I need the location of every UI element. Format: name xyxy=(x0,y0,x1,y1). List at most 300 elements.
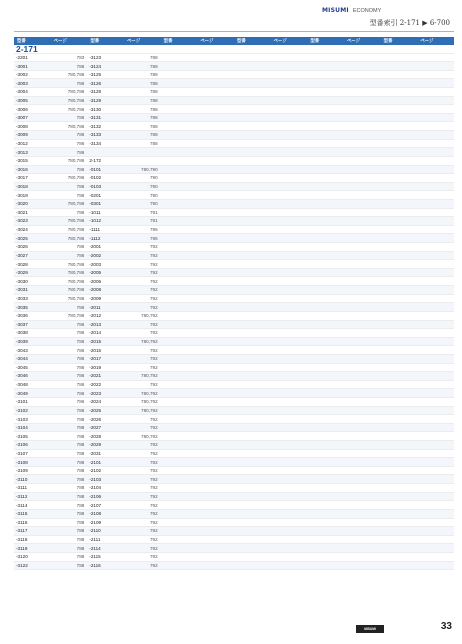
part-number: -3045 xyxy=(16,364,28,370)
table-row xyxy=(307,389,380,398)
table-row xyxy=(87,415,160,424)
table-row xyxy=(161,484,234,493)
table-row xyxy=(381,510,454,519)
part-number: -3009 xyxy=(16,132,28,138)
table-row xyxy=(307,166,380,175)
table-row xyxy=(234,346,307,355)
page-reference: 786 xyxy=(76,192,85,198)
table-row xyxy=(307,114,380,123)
table-row xyxy=(87,484,160,493)
page-reference: 792 xyxy=(149,519,158,525)
page-reference: 780,790 xyxy=(141,166,158,172)
table-row xyxy=(14,355,87,364)
table-row xyxy=(87,71,160,80)
table-row xyxy=(234,527,307,536)
table-row xyxy=(234,217,307,226)
table-row xyxy=(14,501,87,510)
page-reference: 788 xyxy=(149,63,158,69)
table-row xyxy=(307,536,380,545)
table-row xyxy=(87,269,160,278)
table-row xyxy=(87,312,160,321)
table-row xyxy=(381,407,454,416)
table-row xyxy=(87,252,160,261)
table-row xyxy=(381,157,454,166)
table-row xyxy=(14,88,87,97)
column-header-label: 型番 xyxy=(310,38,320,43)
page-reference: 786 xyxy=(76,209,85,215)
table-row xyxy=(14,243,87,252)
table-row xyxy=(87,553,160,562)
column-header-label: ページ xyxy=(200,38,214,43)
table-row xyxy=(307,493,380,502)
page-reference: 788 xyxy=(149,80,158,86)
table-row xyxy=(381,286,454,295)
table-row xyxy=(307,303,380,312)
page-reference: 788 xyxy=(76,425,85,431)
table-row xyxy=(234,389,307,398)
table-row xyxy=(307,398,380,407)
table-row xyxy=(234,243,307,252)
table-row xyxy=(14,527,87,536)
part-number: -3035 xyxy=(16,304,28,310)
table-row xyxy=(161,355,234,364)
table-row xyxy=(14,286,87,295)
page-reference: 792 xyxy=(149,562,158,568)
table-row xyxy=(234,183,307,192)
table-row xyxy=(234,338,307,347)
table-row xyxy=(87,286,160,295)
page-reference: 788 xyxy=(149,54,158,60)
part-number: -3013 xyxy=(16,149,28,155)
part-number: -3006 xyxy=(16,106,28,112)
page-reference: 786 xyxy=(76,339,85,345)
page-reference: 795 xyxy=(149,227,158,233)
page-reference: 790 xyxy=(149,201,158,207)
index-table xyxy=(14,37,454,570)
table-row xyxy=(381,527,454,536)
table-row xyxy=(87,217,160,226)
table-row xyxy=(87,54,160,63)
table-row xyxy=(87,209,160,218)
table-row xyxy=(87,536,160,545)
table-row xyxy=(307,243,380,252)
column-header-label: ページ xyxy=(127,38,141,43)
table-row xyxy=(381,148,454,157)
series-heading xyxy=(161,45,234,54)
table-row xyxy=(307,338,380,347)
part-number: -2116 xyxy=(89,562,101,568)
table-row xyxy=(234,88,307,97)
part-number: -3049 xyxy=(16,390,28,396)
part-number: -2028 xyxy=(89,433,102,439)
table-row xyxy=(307,54,380,63)
table-row xyxy=(14,424,87,433)
table-row xyxy=(234,458,307,467)
table-row xyxy=(381,140,454,149)
table-row xyxy=(14,562,87,571)
table-row xyxy=(14,174,87,183)
part-number: -2027 xyxy=(89,425,102,431)
table-row xyxy=(161,364,234,373)
page-reference: 788 xyxy=(149,115,158,121)
table-row xyxy=(161,71,234,80)
table-row xyxy=(381,303,454,312)
table-row xyxy=(234,475,307,484)
table-row xyxy=(307,269,380,278)
table-row xyxy=(14,226,87,235)
page-reference: 788 xyxy=(76,433,85,439)
part-number: 2-172 xyxy=(89,158,102,164)
table-row xyxy=(14,252,87,261)
table-row xyxy=(14,338,87,347)
part-number: -3124 xyxy=(89,63,102,69)
table-row xyxy=(307,450,380,459)
page-reference: 788 xyxy=(76,459,85,465)
table-row xyxy=(14,467,87,476)
table-row xyxy=(14,79,87,88)
table-row xyxy=(161,346,234,355)
table-row xyxy=(381,415,454,424)
table-row xyxy=(234,398,307,407)
index-column xyxy=(161,37,234,570)
table-row xyxy=(234,329,307,338)
table-row xyxy=(234,553,307,562)
page-reference: 792 xyxy=(149,278,158,284)
page-reference: 792 xyxy=(149,356,158,362)
table-row xyxy=(381,269,454,278)
part-number: -2011 xyxy=(89,304,101,310)
part-number: -3023 xyxy=(16,218,28,224)
table-row xyxy=(14,510,87,519)
part-number: -2031 xyxy=(89,450,102,456)
page-reference: 786 xyxy=(76,244,85,250)
page-reference: 788 xyxy=(76,511,85,517)
table-row xyxy=(307,260,380,269)
page-reference: 792 xyxy=(149,364,158,370)
table-row xyxy=(307,510,380,519)
part-number: -3007 xyxy=(16,115,28,121)
table-row xyxy=(14,140,87,149)
table-row xyxy=(87,114,160,123)
table-row xyxy=(307,217,380,226)
table-row xyxy=(87,424,160,433)
table-row xyxy=(161,226,234,235)
table-row xyxy=(307,381,380,390)
table-row xyxy=(381,389,454,398)
page-reference: 792 xyxy=(149,511,158,517)
table-row xyxy=(381,79,454,88)
column-header-label: 型番 xyxy=(236,38,246,43)
table-row xyxy=(161,424,234,433)
table-row xyxy=(87,79,160,88)
part-number: -3043 xyxy=(16,347,28,353)
table-row xyxy=(14,415,87,424)
table-row xyxy=(161,475,234,484)
table-row xyxy=(161,140,234,149)
page-reference: 792 xyxy=(149,287,158,293)
table-row xyxy=(87,346,160,355)
column-header-label: 型番 xyxy=(383,38,393,43)
table-row xyxy=(161,97,234,106)
page-reference: 792 xyxy=(149,347,158,353)
table-row xyxy=(381,174,454,183)
table-row xyxy=(14,200,87,209)
table-row xyxy=(234,519,307,528)
table-row xyxy=(161,191,234,200)
table-row xyxy=(381,62,454,71)
part-number: -2016 xyxy=(89,347,102,353)
table-row xyxy=(14,432,87,441)
page-reference: 786 xyxy=(76,407,85,413)
table-row xyxy=(87,389,160,398)
table-row xyxy=(307,79,380,88)
table-row xyxy=(161,79,234,88)
column-header xyxy=(234,37,307,45)
part-number: -3024 xyxy=(16,227,28,233)
part-number: -2106 xyxy=(89,493,102,499)
table-row xyxy=(307,432,380,441)
table-row xyxy=(87,303,160,312)
page-reference: 780,792 xyxy=(141,399,158,405)
column-header-label: 型番 xyxy=(90,38,100,43)
part-number: -3044 xyxy=(16,356,28,362)
table-row xyxy=(14,407,87,416)
part-number: -3027 xyxy=(16,252,28,258)
page-reference: 792 xyxy=(149,468,158,474)
column-header-label: 型番 xyxy=(163,38,173,43)
part-number: -3119 xyxy=(16,545,28,551)
table-row xyxy=(161,157,234,166)
table-row xyxy=(381,346,454,355)
part-number: -3101 xyxy=(16,399,28,405)
table-row xyxy=(307,484,380,493)
table-row xyxy=(161,450,234,459)
table-row xyxy=(161,458,234,467)
table-row xyxy=(234,105,307,114)
page-reference: 788 xyxy=(149,123,158,129)
table-row xyxy=(381,191,454,200)
page-reference: 786 xyxy=(76,115,85,121)
part-number: -3129 xyxy=(89,97,102,103)
table-row xyxy=(307,157,380,166)
part-number: -2009 xyxy=(89,295,102,301)
page-reference: 786 xyxy=(76,356,85,362)
table-row xyxy=(234,415,307,424)
part-number: -0103 xyxy=(89,184,102,190)
table-row xyxy=(14,372,87,381)
part-number: -3123 xyxy=(89,54,102,60)
table-row xyxy=(14,217,87,226)
table-row xyxy=(87,338,160,347)
table-row xyxy=(234,544,307,553)
page-reference: 788 xyxy=(149,141,158,146)
table-row xyxy=(381,54,454,63)
part-number: -3102 xyxy=(16,407,28,413)
table-row xyxy=(307,346,380,355)
page-reference: 788 xyxy=(76,416,85,422)
table-row xyxy=(14,183,87,192)
table-row xyxy=(234,174,307,183)
page-reference: 780,792 xyxy=(141,390,158,396)
page-reference: 786 xyxy=(76,166,85,172)
page-reference: 792 xyxy=(149,382,158,388)
table-row xyxy=(14,381,87,390)
table-row xyxy=(307,286,380,295)
series-heading xyxy=(234,45,307,54)
table-row xyxy=(161,252,234,261)
series-heading-label: 2-171 xyxy=(16,43,38,54)
page-reference: 780,792 xyxy=(141,339,158,345)
table-row xyxy=(307,122,380,131)
table-row xyxy=(87,519,160,528)
part-number: -3105 xyxy=(16,433,28,439)
table-row xyxy=(14,148,87,157)
table-row xyxy=(381,338,454,347)
table-row xyxy=(234,286,307,295)
table-row xyxy=(307,441,380,450)
part-number: -2115 xyxy=(89,554,101,560)
table-row xyxy=(87,475,160,484)
brand-subtitle: ECONOMY xyxy=(352,7,382,14)
part-number: -1112 xyxy=(89,235,101,241)
part-number: -3107 xyxy=(16,450,28,456)
page-reference: 788 xyxy=(149,132,158,138)
part-number: -3104 xyxy=(16,425,28,431)
part-number: -1111 xyxy=(89,227,101,233)
table-row xyxy=(161,269,234,278)
table-row xyxy=(234,269,307,278)
table-row xyxy=(234,131,307,140)
table-row xyxy=(161,105,234,114)
part-number: -2029 xyxy=(89,442,102,448)
table-row xyxy=(381,544,454,553)
table-row xyxy=(381,329,454,338)
table-row xyxy=(381,458,454,467)
column-header-label: 型番 xyxy=(17,38,26,43)
part-number: -2002 xyxy=(89,252,102,258)
part-number: -0301 xyxy=(89,201,102,207)
table-row xyxy=(161,122,234,131)
part-number: -2201 xyxy=(16,54,28,60)
page-reference: 788 xyxy=(76,502,85,508)
table-row xyxy=(87,166,160,175)
table-row xyxy=(14,458,87,467)
part-number: -3131 xyxy=(89,115,102,121)
page-reference: 786 xyxy=(76,304,85,310)
part-number: -3106 xyxy=(16,442,28,448)
table-row xyxy=(307,544,380,553)
table-row xyxy=(234,562,307,571)
table-row xyxy=(14,553,87,562)
table-row xyxy=(234,407,307,416)
page-reference: 788 xyxy=(76,442,85,448)
table-row xyxy=(14,131,87,140)
table-row xyxy=(161,54,234,63)
table-row xyxy=(234,501,307,510)
table-row xyxy=(87,148,160,157)
table-row xyxy=(87,355,160,364)
page-reference: 792 xyxy=(149,416,158,422)
page-reference: 788 xyxy=(149,106,158,112)
part-number: -2001 xyxy=(89,244,102,250)
page-reference: 780,792 xyxy=(141,407,158,413)
part-number: -3026 xyxy=(16,244,28,250)
table-row xyxy=(14,321,87,330)
table-row xyxy=(14,484,87,493)
table-row xyxy=(87,329,160,338)
table-row xyxy=(161,407,234,416)
part-number: -2012 xyxy=(89,313,102,319)
table-row xyxy=(234,260,307,269)
table-row xyxy=(381,226,454,235)
table-row xyxy=(234,71,307,80)
table-row xyxy=(307,467,380,476)
table-row xyxy=(381,553,454,562)
page-reference: 788 xyxy=(76,468,85,474)
table-row xyxy=(14,191,87,200)
page-reference: 788 xyxy=(76,528,85,534)
part-number: -3120 xyxy=(16,554,28,560)
part-number: -2017 xyxy=(89,356,102,362)
table-row xyxy=(14,303,87,312)
table-row xyxy=(307,321,380,330)
table-row xyxy=(307,501,380,510)
page-reference: 786 xyxy=(76,330,85,336)
part-number: -3017 xyxy=(16,175,28,181)
table-row xyxy=(161,286,234,295)
part-number: -2109 xyxy=(89,519,102,525)
part-number: -3118 xyxy=(16,537,28,543)
table-row xyxy=(14,329,87,338)
footer-logo: MISUMI xyxy=(356,625,384,633)
part-number: -3015 xyxy=(16,158,28,164)
part-number: -3008 xyxy=(16,123,28,129)
table-row xyxy=(307,475,380,484)
table-row xyxy=(14,312,87,321)
part-number: -3039 xyxy=(16,339,28,345)
part-number: -3125 xyxy=(89,72,102,78)
table-row xyxy=(14,71,87,80)
table-row xyxy=(87,295,160,304)
table-row xyxy=(14,114,87,123)
part-number: -3003 xyxy=(16,80,28,86)
page-reference: 786 xyxy=(76,399,85,405)
table-row xyxy=(307,553,380,562)
part-number: -2022 xyxy=(89,382,102,388)
page-reference: 786 xyxy=(76,347,85,353)
table-row xyxy=(87,372,160,381)
part-number: -3108 xyxy=(16,459,28,465)
table-row xyxy=(381,105,454,114)
table-row xyxy=(161,114,234,123)
table-row xyxy=(87,493,160,502)
part-number: -3019 xyxy=(16,192,28,198)
part-number: -2108 xyxy=(89,511,102,517)
part-number: -3029 xyxy=(16,270,28,276)
table-row xyxy=(87,62,160,71)
page-reference: 780,786 xyxy=(67,287,85,293)
table-row xyxy=(161,277,234,286)
page-reference: 792 xyxy=(149,442,158,448)
table-row xyxy=(161,260,234,269)
table-row xyxy=(161,329,234,338)
table-row xyxy=(87,381,160,390)
table-row xyxy=(381,71,454,80)
column-header xyxy=(161,37,234,45)
page-reference: 792 xyxy=(149,244,158,250)
table-row xyxy=(161,217,234,226)
part-number: -2101 xyxy=(89,459,102,465)
